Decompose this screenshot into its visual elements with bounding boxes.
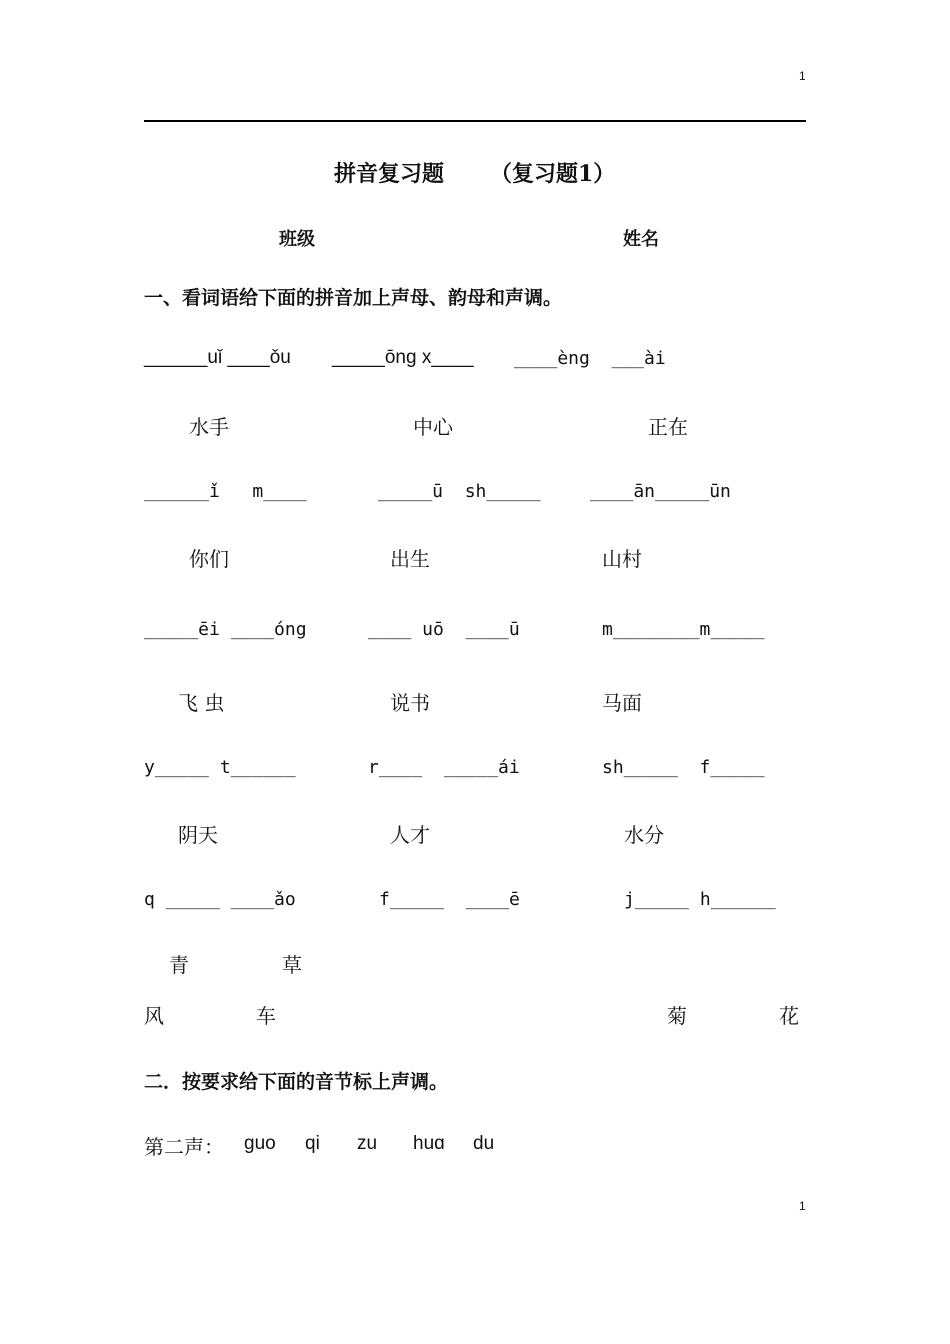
pinyin-blank: _____ēi ____óng	[144, 619, 307, 640]
word: 风	[144, 1004, 164, 1028]
pinyin-blank: ____èng ___ài	[514, 348, 666, 369]
class-label: 班级	[279, 229, 315, 250]
section2-heading: 二．按要求给下面的音节标上声调。	[144, 1071, 449, 1093]
syllable: du	[473, 1133, 495, 1154]
word: 中心	[413, 415, 453, 439]
word: 你们	[189, 547, 229, 571]
pinyin-blank: j_____ h______	[624, 889, 776, 910]
pinyin-blank: sh_____ f_____	[602, 757, 765, 778]
pinyin-blank: q _____ ____ǎo	[144, 889, 296, 910]
word: 花	[779, 1004, 799, 1028]
word: 草	[282, 953, 302, 977]
page-number-top: 1	[799, 69, 806, 83]
name-label: 姓名	[623, 229, 659, 250]
pinyin-blank: ____ān_____ūn	[590, 481, 731, 502]
pinyin-blank: ______ǐ m____	[144, 481, 307, 502]
word: 人才	[390, 823, 430, 847]
section1-heading: 一、看词语给下面的拼音加上声母、韵母和声调。	[144, 287, 563, 309]
worksheet-subtitle: （复习题1）	[490, 161, 616, 187]
word: 说书	[390, 691, 430, 715]
header-rule	[144, 120, 806, 122]
word: 水分	[624, 823, 664, 847]
word: 青	[169, 953, 189, 977]
syllable: huɑ	[413, 1133, 445, 1154]
pinyin-blank: y_____ t______	[144, 757, 296, 778]
pinyin-blank: m________m_____	[602, 619, 765, 640]
pinyin-blank: _____ū sh_____	[378, 481, 541, 502]
worksheet-title: 拼音复习题	[334, 162, 445, 187]
word: 山村	[602, 547, 642, 571]
word: 水手	[189, 415, 229, 439]
word: 阴天	[178, 823, 218, 847]
pinyin-blank: ______uǐ ____ǒu	[144, 347, 291, 368]
tone2-label: 第二声：	[144, 1135, 224, 1159]
word: 车	[256, 1004, 276, 1028]
syllable: qi	[305, 1133, 320, 1154]
syllable: guo	[244, 1133, 276, 1154]
pinyin-blank: ____ uō ____ū	[368, 619, 520, 640]
pinyin-blank: _____ōng x____	[332, 347, 474, 368]
word: 菊	[667, 1004, 687, 1028]
syllable: zu	[357, 1133, 378, 1154]
word: 出生	[390, 547, 430, 571]
word: 正在	[648, 415, 688, 439]
page-number-bottom: 1	[799, 1199, 806, 1213]
pinyin-blank: r____ _____ái	[368, 757, 520, 778]
pinyin-blank: f_____ ____ē	[379, 889, 520, 910]
word: 马面	[602, 691, 642, 715]
word: 飞 虫	[178, 691, 225, 715]
